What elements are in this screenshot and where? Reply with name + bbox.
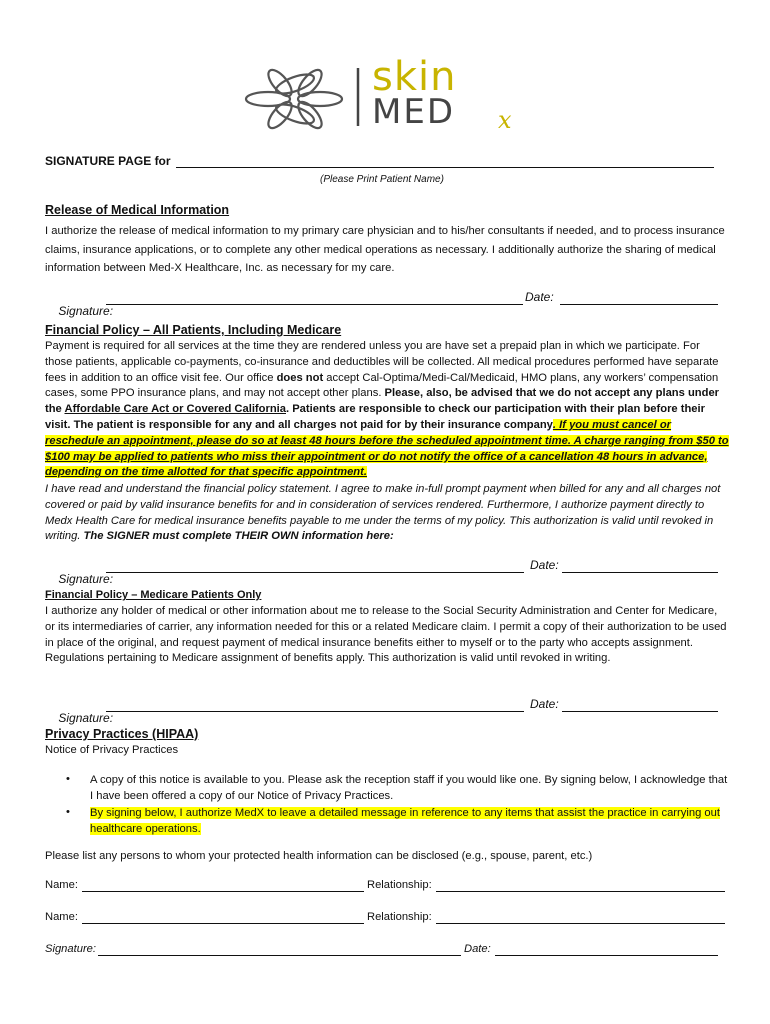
financial-agreement: I have read and understand the financial policy statement. I agree to make in-full prompt payment when billed for any and all charges not covered or paid by valid insurance benefits for and in consideration of services rendered. Furthermore, I authorize payment directly to Medx Health Care for medical insurance benefits payable to me under the terms of my policy. This authorization is valid until revoked in writing. The SIGNER must complete THEIR OWN information here: (45, 483, 721, 543)
date-label-4: Date: (464, 943, 491, 955)
logo-word-skin: skin (372, 54, 457, 100)
release-heading: Release of Medical Information (45, 203, 230, 217)
relationship-label-1: Relationship: (367, 879, 432, 891)
signature-field-2[interactable] (106, 560, 524, 573)
signature-row-1: Signature: (58, 304, 114, 318)
financial-medicare-body: I authorize any holder of medical or other information about me to release to the Social Security Administration and Center for Medicare, or its intermediaries of carrier, any information needed for this or a related Medicare claim. I permit a copy of their authorization to be used in place of the original, and request payment of medical insurance benefits either to myself or to the party who accepts assignment. Regulations pertaining to Medicare assignment of benefits apply. This authorization is valid until revoked in writing. (45, 605, 727, 665)
relationship-field-1[interactable] (436, 880, 725, 892)
signature-row-3: Signature: (58, 711, 114, 725)
name-field-2[interactable] (82, 912, 364, 924)
signature-field-3[interactable] (106, 699, 524, 712)
cancellation-policy-highlight: . If you must cancel or reschedule an appointment, please do so at least 48 hours before the scheduled appointment time. A charge ranging from $50 to $100 may be applied to patients who miss their appointment or do not notify the office of a cancellation 48 hours in advance, depending on the time allotted for that specific appointment. (45, 418, 729, 479)
date-field-4[interactable] (495, 944, 718, 956)
signature-label-4: Signature: (45, 943, 96, 955)
date-field-1[interactable] (560, 292, 718, 305)
date-field-2[interactable] (562, 560, 718, 573)
date-label-2: Date: (530, 558, 559, 572)
print-name-hint: (Please Print Patient Name) (320, 174, 444, 185)
signature-field-1[interactable] (106, 292, 523, 305)
date-label-1: Date: (525, 290, 554, 304)
date-label-3: Date: (530, 697, 559, 711)
privacy-bullet-1: A copy of this notice is available to you. Please ask the reception staff if you would like one. By signing below, I acknowledge that I have been offered a copy of our Notice of Privacy Practices. (90, 774, 728, 802)
name-label-1: Name: (45, 879, 78, 891)
release-body: I authorize the release of medical information to my primary care physician and to his/her consultants if needed, and to process insurance claims, insurance applications, or to complete any other medical operations as necessary. I additionally authorize the sharing of medical information between Med-X Healthcare, Inc. as necessary for my care. (45, 225, 725, 274)
privacy-bullet-2: By signing below, I authorize MedX to leave a detailed message in reference to any items that assist the practice in carrying out healthcare operations. (90, 807, 720, 835)
financial-all-heading: Financial Policy – All Patients, Including Medicare (45, 323, 342, 337)
financial-all-body: Payment is required for all services at the time they are rendered unless you are have set a prepaid plan in which we participate. For those patients, applicable co-payments, co-insurance and deductibles will be collected. All medical procedures performed have separate fees in addition to an office visit fee. Our office does not accept Cal-Optima/Medi-Cal/Medicaid, HMO plans, any workers’ compensation cases, some PPO insurance plans, and may not accept other plans. Please, also, be advised that we do not accept any plans under the Affordable Care Act or Covered California. Patients are responsible to check our participation with their plan before their visit. The patient is responsible for any and all charges not paid for by their insurance company. If you must cancel or reschedule an appointment, please do so at least 48 hours before the scheduled appointment time. A charge ranging from $50 to $100 may be applied to patients who miss their appointment or do not notify the office of a cancellation 48 hours in advance, depending on the time allotted for that specific appointment. (45, 340, 729, 479)
signature-row-2: Signature: (58, 572, 114, 586)
disclosure-prompt: Please list any persons to whom your protected health information can be disclosed (e.g., spouse, parent, etc.) (45, 850, 593, 862)
financial-medicare-heading: Financial Policy – Medicare Patients Only (45, 589, 262, 601)
skinmedx-logo (240, 54, 530, 134)
relationship-field-2[interactable] (436, 912, 725, 924)
signature-field-4[interactable] (98, 944, 461, 956)
bullet-icon: • (66, 806, 70, 818)
privacy-heading: Privacy Practices (HIPAA) (45, 727, 199, 741)
patient-name-line[interactable] (176, 155, 714, 168)
date-field-3[interactable] (562, 699, 718, 712)
signature-page-heading: SIGNATURE PAGE for (45, 154, 171, 168)
logo-word-med: MED (372, 92, 455, 132)
bullet-icon: • (66, 773, 70, 785)
name-field-1[interactable] (82, 880, 364, 892)
privacy-subheading: Notice of Privacy Practices (45, 744, 179, 756)
logo-word-x: x (498, 106, 512, 134)
relationship-label-2: Relationship: (367, 911, 432, 923)
name-label-2: Name: (45, 911, 78, 923)
